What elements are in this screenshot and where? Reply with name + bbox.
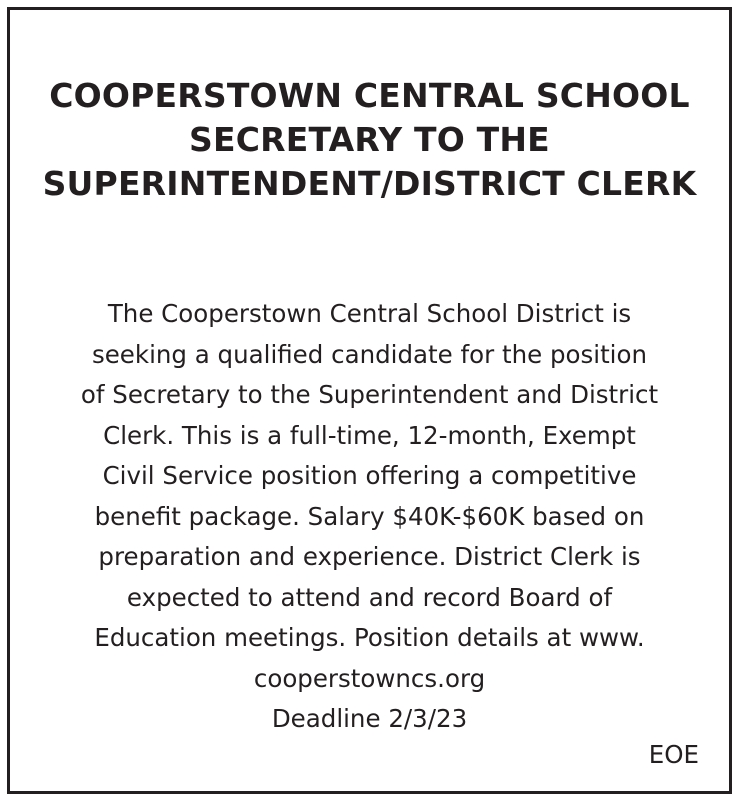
body-line: The Cooperstown Central School District is [107, 299, 632, 328]
body-line: expected to attend and record Board of [126, 582, 613, 612]
body-line: Education meetings. Position details at www. [94, 623, 645, 652]
body-line: Civil Service position offering a competitive [102, 461, 637, 490]
heading-line-title: SUPERINTENDENT/DISTRICT CLERK [42, 164, 697, 203]
heading-line-position: SECRETARY TO THE [189, 120, 550, 159]
website-text: cooperstowncs.org [253, 663, 486, 693]
body-line: of Secretary to the Superintendent and District [80, 380, 659, 409]
heading-line-school: COOPERSTOWN CENTRAL SCHOOL [49, 76, 690, 115]
body-line: Clerk. This is a full-time, 12-month, Exempt [103, 420, 636, 450]
body-line: benefit package. Salary $40K-$60K based on [94, 501, 645, 531]
ad-body [10, 294, 729, 740]
body-line: preparation and experience. District Clerk is [98, 542, 641, 571]
ad-heading [10, 74, 729, 206]
deadline-text: Deadline 2/3/23 [271, 704, 468, 733]
body-line: seeking a qualified candidate for the position [91, 339, 648, 369]
job-ad-frame [7, 7, 732, 794]
eoe-label: EOE [648, 740, 699, 769]
